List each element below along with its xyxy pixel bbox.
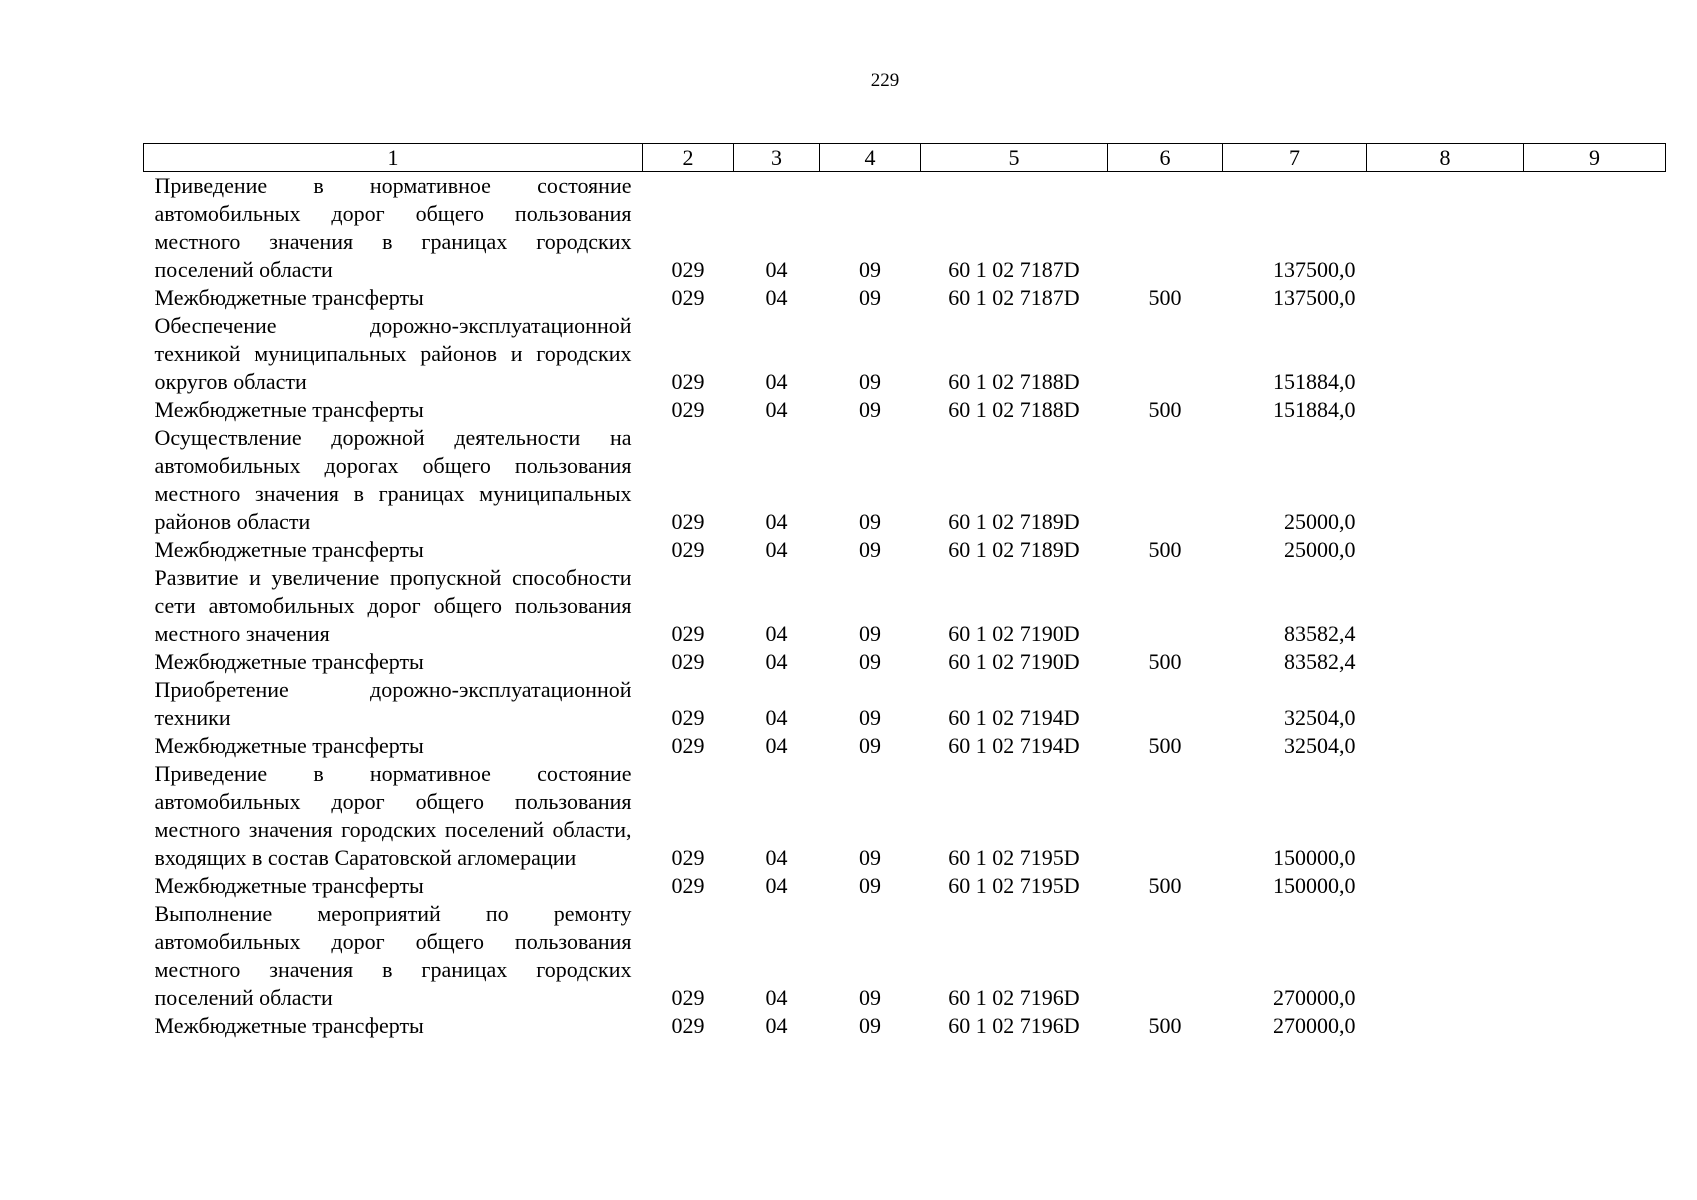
row-col-5: 60 1 02 7189D bbox=[948, 509, 1080, 534]
table-row bbox=[144, 1012, 1666, 1040]
row-col-3: 04 bbox=[765, 845, 788, 870]
table-body bbox=[144, 172, 1666, 1041]
row-col-6: 500 bbox=[1148, 649, 1182, 674]
table-row bbox=[144, 872, 1666, 900]
row-col-8 bbox=[1367, 760, 1524, 872]
row-col-8 bbox=[1367, 172, 1524, 285]
row-col-4: 09 bbox=[859, 397, 881, 422]
row-col-4: 09 bbox=[859, 705, 881, 730]
row-col-9 bbox=[1524, 760, 1666, 872]
row-col-4: 09 bbox=[859, 649, 881, 674]
row-col-5: 60 1 02 7189D bbox=[948, 537, 1080, 562]
row-col-5: 60 1 02 7195D bbox=[948, 845, 1080, 870]
table-row bbox=[144, 396, 1666, 424]
row-col-7: 151884,0 bbox=[1273, 397, 1356, 422]
header-col-3: 3 bbox=[734, 144, 820, 172]
row-col-3: 04 bbox=[765, 733, 788, 758]
table-row bbox=[144, 648, 1666, 676]
row-col-9 bbox=[1524, 648, 1666, 676]
row-col-5: 60 1 02 7196D bbox=[948, 1013, 1080, 1038]
row-name: Межбюджетные трансферты bbox=[154, 397, 424, 422]
header-col-8: 8 bbox=[1367, 144, 1524, 172]
header-col-1: 1 bbox=[144, 144, 643, 172]
row-col-2: 029 bbox=[671, 705, 705, 730]
row-col-4: 09 bbox=[859, 1013, 881, 1038]
row-col-6: 500 bbox=[1148, 873, 1182, 898]
row-col-2: 029 bbox=[671, 509, 705, 534]
row-col-5: 60 1 02 7187D bbox=[948, 257, 1080, 282]
row-col-4: 09 bbox=[859, 509, 881, 534]
row-col-7: 25000,0 bbox=[1284, 509, 1356, 534]
row-col-4: 09 bbox=[859, 621, 881, 646]
row-col-3: 04 bbox=[765, 257, 788, 282]
table-row bbox=[144, 284, 1666, 312]
row-col-3: 04 bbox=[765, 285, 788, 310]
row-col-3: 04 bbox=[765, 873, 788, 898]
row-col-8 bbox=[1367, 648, 1524, 676]
row-col-4: 09 bbox=[859, 285, 881, 310]
row-col-3: 04 bbox=[765, 985, 788, 1010]
row-col-9 bbox=[1524, 284, 1666, 312]
row-col-9 bbox=[1524, 564, 1666, 648]
row-col-9 bbox=[1524, 396, 1666, 424]
row-col-6: 500 bbox=[1148, 537, 1182, 562]
row-col-8 bbox=[1367, 396, 1524, 424]
row-col-8 bbox=[1367, 1012, 1524, 1040]
row-col-9 bbox=[1524, 872, 1666, 900]
table-row bbox=[144, 760, 1666, 872]
row-col-4: 09 bbox=[859, 537, 881, 562]
row-col-3: 04 bbox=[765, 1013, 788, 1038]
row-col-8 bbox=[1367, 872, 1524, 900]
table-row bbox=[144, 732, 1666, 760]
row-col-2: 029 bbox=[671, 733, 705, 758]
header-col-2: 2 bbox=[643, 144, 734, 172]
row-col-2: 029 bbox=[671, 537, 705, 562]
row-col-7: 83582,4 bbox=[1284, 621, 1356, 646]
table-header bbox=[144, 144, 1666, 172]
row-name: Межбюджетные трансферты bbox=[154, 285, 424, 310]
row-col-8 bbox=[1367, 900, 1524, 1012]
row-col-8 bbox=[1367, 732, 1524, 760]
row-col-4: 09 bbox=[859, 873, 881, 898]
row-col-4: 09 bbox=[859, 369, 881, 394]
row-name: Приведение в нормативное состояние автомобильных дорог общего пользования местного значения в границах городских поселений области bbox=[154, 173, 632, 282]
header-col-7: 7 bbox=[1223, 144, 1367, 172]
row-col-5: 60 1 02 7194D bbox=[948, 705, 1080, 730]
row-col-6 bbox=[1108, 564, 1223, 648]
budget-table bbox=[143, 143, 1666, 1040]
row-col-8 bbox=[1367, 564, 1524, 648]
row-col-2: 029 bbox=[671, 873, 705, 898]
row-col-9 bbox=[1524, 732, 1666, 760]
header-col-9: 9 bbox=[1524, 144, 1666, 172]
row-name: Межбюджетные трансферты bbox=[154, 1013, 424, 1038]
header-row bbox=[144, 144, 1666, 172]
row-col-8 bbox=[1367, 424, 1524, 536]
row-col-7: 32504,0 bbox=[1284, 733, 1356, 758]
row-name: Развитие и увеличение пропускной способности сети автомобильных дорог общего пользования местного значения bbox=[154, 565, 632, 646]
row-col-9 bbox=[1524, 536, 1666, 564]
row-col-9 bbox=[1524, 676, 1666, 732]
row-col-5: 60 1 02 7194D bbox=[948, 733, 1080, 758]
row-col-3: 04 bbox=[765, 369, 788, 394]
row-col-8 bbox=[1367, 536, 1524, 564]
row-name: Осуществление дорожной деятельности на автомобильных дорогах общего пользования местного значения в границах муниципальных районов области bbox=[154, 425, 632, 534]
row-col-6: 500 bbox=[1148, 285, 1182, 310]
table-row bbox=[144, 172, 1666, 285]
row-name: Межбюджетные трансферты bbox=[154, 649, 424, 674]
row-name: Межбюджетные трансферты bbox=[154, 537, 424, 562]
row-col-6 bbox=[1108, 900, 1223, 1012]
budget-table-container bbox=[143, 143, 1666, 1040]
row-col-7: 270000,0 bbox=[1273, 985, 1356, 1010]
row-col-6 bbox=[1108, 760, 1223, 872]
table-row bbox=[144, 536, 1666, 564]
row-col-2: 029 bbox=[671, 845, 705, 870]
row-col-7: 137500,0 bbox=[1273, 285, 1356, 310]
row-name: Приведение в нормативное состояние автомобильных дорог общего пользования местного значения городских поселений области, входящих в состав Саратовской агломерации bbox=[154, 761, 632, 870]
row-name: Приобретение дорожно-эксплуатационной техники bbox=[154, 677, 632, 730]
row-col-7: 151884,0 bbox=[1273, 369, 1356, 394]
row-col-5: 60 1 02 7188D bbox=[948, 369, 1080, 394]
row-col-3: 04 bbox=[765, 509, 788, 534]
table-row bbox=[144, 424, 1666, 536]
row-name: Выполнение мероприятий по ремонту автомобильных дорог общего пользования местного значения в границах городских поселений области bbox=[154, 901, 632, 1010]
row-col-6 bbox=[1108, 424, 1223, 536]
row-col-2: 029 bbox=[671, 1013, 705, 1038]
row-col-4: 09 bbox=[859, 733, 881, 758]
row-col-6: 500 bbox=[1148, 733, 1182, 758]
row-col-7: 25000,0 bbox=[1284, 537, 1356, 562]
row-name: Обеспечение дорожно-эксплуатационной техникой муниципальных районов и городских округов области bbox=[154, 313, 632, 394]
row-col-7: 270000,0 bbox=[1273, 1013, 1356, 1038]
row-col-7: 32504,0 bbox=[1284, 705, 1356, 730]
row-col-6 bbox=[1108, 172, 1223, 285]
row-col-3: 04 bbox=[765, 649, 788, 674]
row-col-2: 029 bbox=[671, 649, 705, 674]
table-row bbox=[144, 564, 1666, 648]
table-row bbox=[144, 900, 1666, 1012]
row-col-4: 09 bbox=[859, 845, 881, 870]
row-col-2: 029 bbox=[671, 397, 705, 422]
row-col-3: 04 bbox=[765, 705, 788, 730]
row-col-2: 029 bbox=[671, 985, 705, 1010]
row-col-8 bbox=[1367, 312, 1524, 396]
row-col-6 bbox=[1108, 676, 1223, 732]
table-row bbox=[144, 676, 1666, 732]
row-col-2: 029 bbox=[671, 621, 705, 646]
row-col-7: 137500,0 bbox=[1273, 257, 1356, 282]
row-col-7: 83582,4 bbox=[1284, 649, 1356, 674]
row-col-2: 029 bbox=[671, 257, 705, 282]
row-col-2: 029 bbox=[671, 369, 705, 394]
row-name: Межбюджетные трансферты bbox=[154, 873, 424, 898]
row-col-9 bbox=[1524, 1012, 1666, 1040]
row-col-6: 500 bbox=[1148, 397, 1182, 422]
row-col-8 bbox=[1367, 284, 1524, 312]
row-col-9 bbox=[1524, 312, 1666, 396]
row-col-9 bbox=[1524, 900, 1666, 1012]
header-col-5: 5 bbox=[921, 144, 1108, 172]
row-col-9 bbox=[1524, 424, 1666, 536]
row-col-2: 029 bbox=[671, 285, 705, 310]
row-col-3: 04 bbox=[765, 537, 788, 562]
row-col-4: 09 bbox=[859, 985, 881, 1010]
row-col-3: 04 bbox=[765, 397, 788, 422]
row-col-8 bbox=[1367, 676, 1524, 732]
row-name: Межбюджетные трансферты bbox=[154, 733, 424, 758]
row-col-9 bbox=[1524, 172, 1666, 285]
row-col-4: 09 bbox=[859, 257, 881, 282]
header-col-4: 4 bbox=[820, 144, 921, 172]
row-col-5: 60 1 02 7195D bbox=[948, 873, 1080, 898]
row-col-5: 60 1 02 7188D bbox=[948, 397, 1080, 422]
row-col-5: 60 1 02 7187D bbox=[948, 285, 1080, 310]
row-col-6: 500 bbox=[1148, 1013, 1182, 1038]
row-col-7: 150000,0 bbox=[1273, 873, 1356, 898]
row-col-5: 60 1 02 7190D bbox=[948, 621, 1080, 646]
row-col-5: 60 1 02 7196D bbox=[948, 985, 1080, 1010]
table-row bbox=[144, 312, 1666, 396]
row-col-5: 60 1 02 7190D bbox=[948, 649, 1080, 674]
page-number: 229 bbox=[870, 70, 900, 91]
row-col-3: 04 bbox=[765, 621, 788, 646]
header-col-6: 6 bbox=[1108, 144, 1223, 172]
row-col-6 bbox=[1108, 312, 1223, 396]
row-col-7: 150000,0 bbox=[1273, 845, 1356, 870]
